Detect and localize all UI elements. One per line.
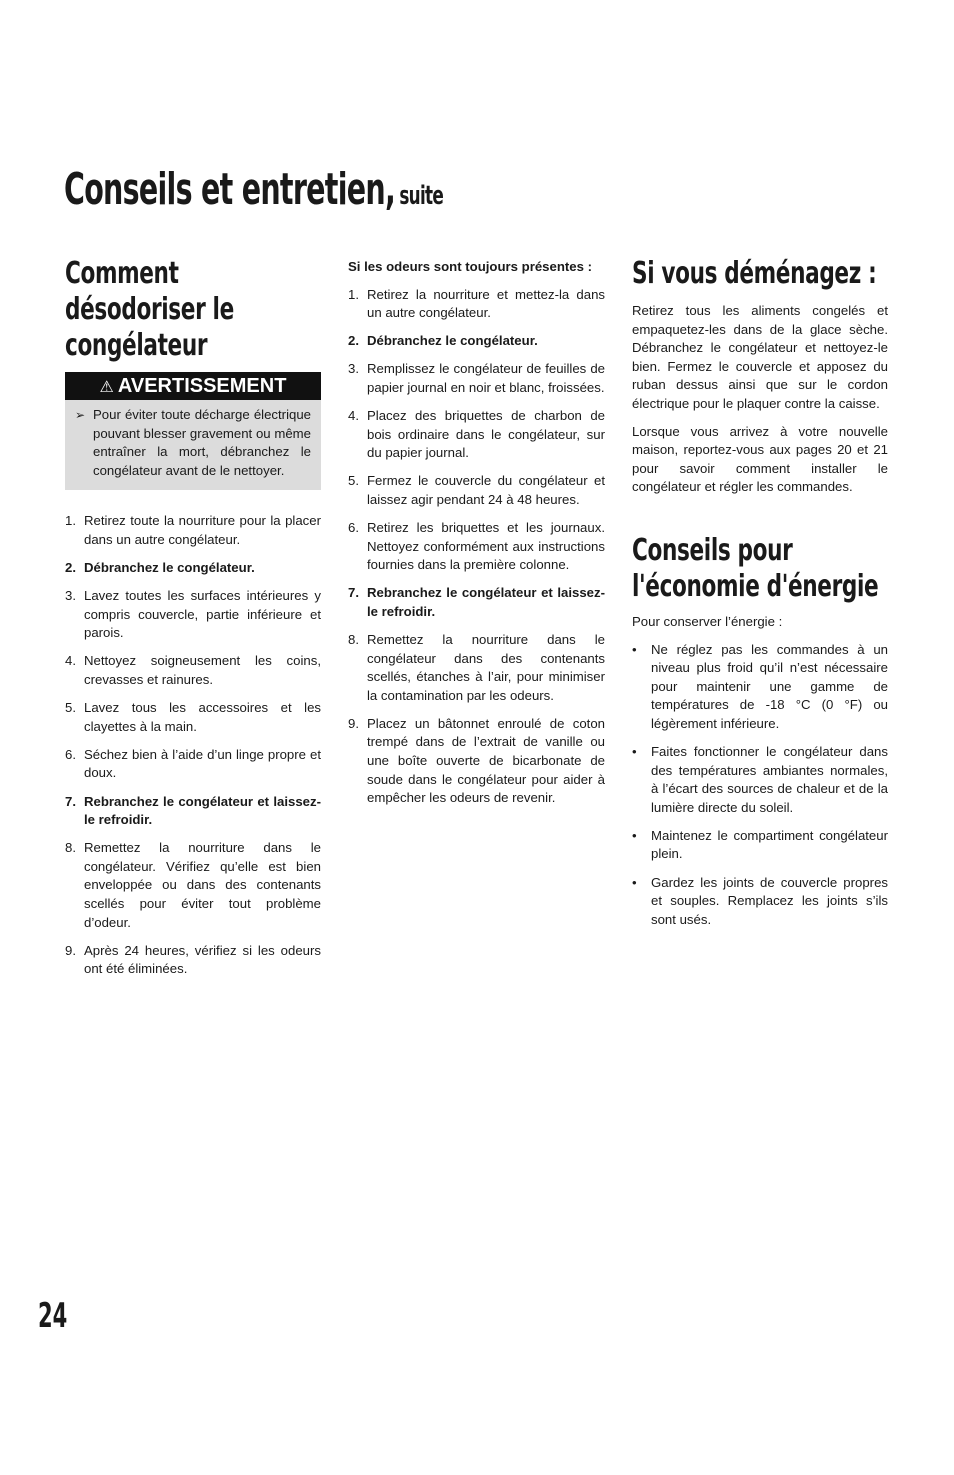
moving-paragraph-1: Retirez tous les aliments congelés et empaquetez-les dans de la glace sèche. Débranchez le congélateur et nettoyez-le bien. Fermez le couvercle et apposez du ruban dessus ainsi que sur le cordon électrique pour le plaquer contre la caisse.	[632, 303, 888, 411]
step-number: 7.	[65, 793, 76, 809]
step-number: 1.	[348, 286, 359, 302]
section-heading-energy: Conseils pour l'économie d'énergie	[632, 532, 879, 604]
list-item	[65, 512, 321, 549]
column-moving-energy	[632, 256, 888, 939]
bullet-icon: •	[632, 744, 637, 759]
step-text: Retirez la nourriture et mettez-la dans un autre congélateur.	[367, 286, 605, 321]
column-persistent-odors	[348, 258, 605, 817]
list-item	[65, 793, 321, 830]
list-item	[348, 332, 605, 351]
list-item	[348, 631, 605, 705]
section-heading-deodorize: Comment désodoriser le congélateur	[65, 256, 234, 363]
step-number: 6.	[348, 520, 359, 536]
list-item	[65, 587, 321, 643]
step-text: Séchez bien à l’aide d’un linge propre et doux.	[84, 746, 321, 781]
energy-tips	[632, 641, 888, 930]
step-text: Lavez toutes les surfaces intérieures y compris couvercle, partie inférieure et parois.	[84, 588, 321, 641]
page-number: 24	[38, 1296, 68, 1336]
list-item	[65, 699, 321, 736]
step-text: Lavez tous les accessoires et les clayettes à la main.	[84, 700, 321, 734]
list-item	[632, 641, 888, 734]
step-number: 6.	[65, 746, 76, 762]
list-item	[632, 827, 888, 864]
step-number: 1.	[65, 513, 76, 529]
step-number: 3.	[65, 588, 76, 604]
list-item	[65, 839, 321, 932]
step-text: Remplissez le congélateur de feuilles de papier journal en noir et blanc, froissées.	[367, 361, 605, 395]
step-number: 3.	[348, 361, 359, 377]
list-item	[348, 472, 605, 509]
step-number: 4.	[65, 653, 76, 669]
warning-label: AVERTISSEMENT	[117, 375, 287, 397]
list-item	[632, 874, 888, 930]
bullet-icon: •	[632, 641, 637, 657]
deodorize-steps	[65, 512, 321, 978]
list-item	[348, 407, 605, 463]
warning-text: Pour éviter toute décharge électrique pouvant blesser gravement ou même entraîner la mort, débranchez le congélateur avant de le nettoyer.	[93, 407, 311, 478]
list-item	[65, 652, 321, 689]
step-text: Fermez le couvercle du congélateur et laissez agir pendant 24 à 48 heures.	[367, 473, 605, 507]
page-title	[64, 164, 444, 215]
energy-intro: Pour conserver l’énergie :	[632, 613, 783, 629]
list-item	[348, 360, 605, 397]
step-text: Débranchez le congélateur.	[367, 333, 538, 349]
tip-text: Gardez les joints de couvercle propres et souples. Remplacez les joints s’ils sont usés.	[651, 874, 888, 927]
arrow-bullet-icon: ➢	[75, 408, 86, 422]
step-number: 2.	[65, 560, 76, 576]
list-item	[65, 942, 321, 979]
tip-text: Maintenez le compartiment congélateur plein.	[651, 827, 888, 862]
warning-header	[65, 372, 321, 400]
step-text: Remettez la nourriture dans le congélateur. Vérifiez qu’elle est bien enveloppée ou dans des contenants scellés pour éviter tout problème d’odeur.	[84, 840, 321, 930]
step-text: Placez un bâtonnet enroulé de coton trempé dans de l’extrait de vanille ou une boîte ouverte de bicarbonate de soude dans le congélateur pour aider à empêcher les odeurs de revenir.	[367, 715, 605, 806]
list-item	[632, 743, 888, 817]
bullet-icon: •	[632, 827, 637, 843]
warning-triangle-icon: ⚠	[99, 379, 114, 396]
column-deodorize	[65, 256, 321, 988]
step-text: Débranchez le congélateur.	[84, 560, 255, 576]
step-number: 9.	[65, 942, 76, 958]
step-number: 5.	[348, 473, 359, 489]
step-text: Retirez toute la nourriture pour la placer dans un autre congélateur.	[84, 513, 321, 547]
list-item	[348, 286, 605, 323]
page-title-main: Conseils et entretien,	[64, 164, 396, 215]
step-number: 5.	[65, 700, 76, 716]
persistent-odors-lead: Si les odeurs sont toujours présentes :	[348, 259, 593, 274]
list-item	[348, 584, 605, 621]
warning-box	[65, 372, 321, 490]
step-text: Nettoyez soigneusement les coins, crevasses et rainures.	[84, 653, 321, 688]
list-item	[65, 559, 321, 578]
step-number: 8.	[65, 840, 76, 856]
step-number: 9.	[348, 715, 359, 731]
tip-text: Ne réglez pas les commandes à un niveau plus froid qu’il n’est nécessaire pour maintenir une gamme de températures de -18 °C (0 °F) ou légèrement inférieure.	[651, 641, 888, 731]
step-number: 7.	[348, 585, 359, 601]
step-text: Remettez la nourriture dans le congélateur dans des contenants scellés, étanches à l’air, pour minimiser la contamination par les odeurs.	[367, 632, 605, 703]
page-title-suite: suite	[399, 181, 444, 211]
warning-message	[65, 400, 321, 480]
persistent-odors-steps	[348, 286, 605, 808]
step-number: 2.	[348, 333, 359, 349]
step-text: Rebranchez le congélateur et laissez-le refroidir.	[367, 585, 605, 619]
section-heading-moving: Si vous déménagez :	[632, 256, 877, 291]
list-item	[348, 519, 605, 575]
step-text: Après 24 heures, vérifiez si les odeurs ont été éliminées.	[84, 942, 321, 977]
step-text: Placez des briquettes de charbon de bois ordinaire dans le congélateur, sur du papier journal.	[367, 408, 605, 461]
step-text: Rebranchez le congélateur et laissez-le refroidir.	[84, 793, 321, 828]
moving-paragraph-2: Lorsque vous arrivez à votre nouvelle maison, reportez-vous aux pages 20 et 21 pour savoir comment installer le congélateur et régler les commandes.	[632, 423, 888, 495]
bullet-icon: •	[632, 874, 637, 890]
step-number: 4.	[348, 408, 359, 424]
list-item	[348, 715, 605, 808]
tip-text: Faites fonctionner le congélateur dans des températures ambiantes normales, à l’écart des sources de chaleur et de la lumière directe du soleil.	[651, 744, 888, 815]
list-item	[65, 746, 321, 783]
step-number: 8.	[348, 632, 359, 647]
step-text: Retirez les briquettes et les journaux. Nettoyez conformément aux instructions fournies dans la première colonne.	[367, 520, 605, 573]
